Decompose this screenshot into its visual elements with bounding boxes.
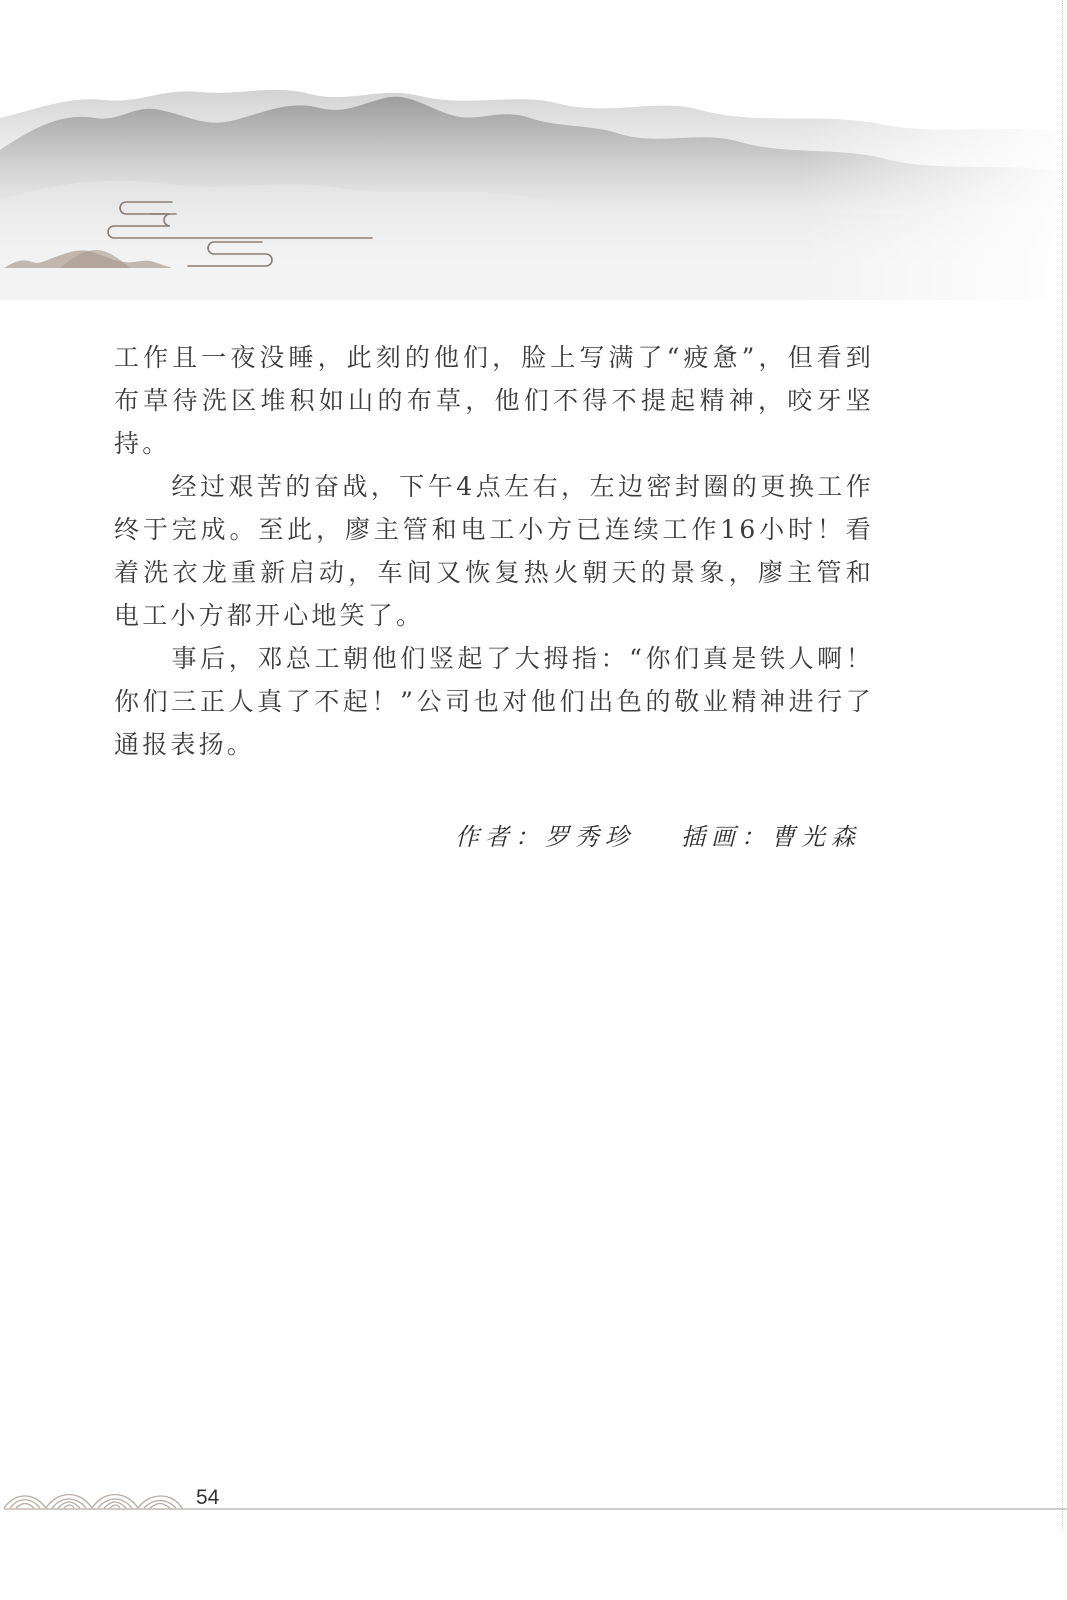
paragraph-3: 事后，邓总工朝他们竖起了大拇指：“你们真是铁人啊！你们三正人真了不起！”公司也对他们出色的敬业精神进行了通报表扬。 — [114, 644, 874, 759]
paragraph-2: 经过艰苦的奋战，下午4点左右，左边密封圈的更换工作终于完成。至此，廖主管和电工小方已连续工作16小时！看着洗衣龙重新启动，车间又恢复热火朝天的景象，廖主管和电工小方都开心地笑了。 — [114, 472, 874, 630]
author-credit: 作者：罗秀珍 — [455, 823, 635, 851]
page-number: 54 — [196, 1486, 220, 1509]
article-body — [114, 336, 874, 766]
paragraph-1: 工作且一夜没睡，此刻的他们，脸上写满了“疲惫”，但看到布草待洗区堆积如山的布草，他们不得不提起精神，咬牙坚持。 — [114, 343, 874, 458]
ink-mountain-header-illustration — [0, 0, 1067, 300]
page-edge-dotted-line — [1062, 0, 1063, 1530]
wave-footer-ornament — [0, 1478, 1067, 1538]
credits-line — [455, 817, 875, 852]
illustrator-credit: 插画：曹光森 — [681, 823, 861, 851]
